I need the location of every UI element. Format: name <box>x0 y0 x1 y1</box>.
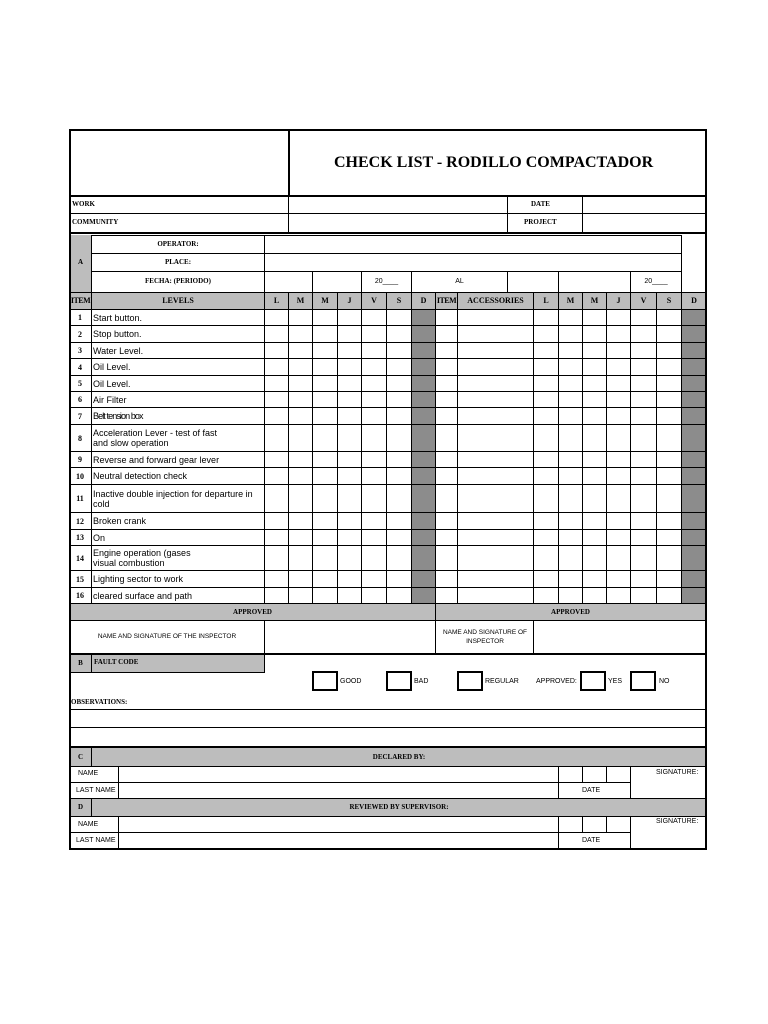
row-13-number: 13 <box>76 533 84 542</box>
row-6-number: 6 <box>78 395 82 404</box>
no-label: NO <box>659 678 670 685</box>
work-label: WORK <box>72 200 95 208</box>
operator-label: OPERATOR: <box>157 240 199 248</box>
reviewed-name-label: NAME <box>78 821 99 828</box>
row-14-label: Engine operation (gases visual combustion <box>93 548 191 568</box>
row-5-number: 5 <box>78 379 82 388</box>
row-8-label: Acceleration Lever - test of fast and slow operation <box>93 428 218 448</box>
section-d-letter: D <box>77 803 84 811</box>
accessories-day-5: V <box>640 296 647 305</box>
section-c-letter: C <box>77 753 84 761</box>
good-label: GOOD <box>340 678 362 685</box>
row-16-number: 16 <box>76 591 84 600</box>
accessories-day-1: L <box>543 296 549 305</box>
levels-day-6: S <box>396 296 402 305</box>
approved-right: APPROVED <box>551 607 590 616</box>
row-1-number: 1 <box>78 313 82 322</box>
row-4-label: Oil Level. <box>93 362 131 372</box>
levels-sunday-column <box>411 309 435 603</box>
reviewed-by-title: REVIEWED BY SUPERVISOR: <box>349 803 449 811</box>
declared-signature-label: SIGNATURE: <box>656 769 699 776</box>
declared-last-name-label: LAST NAME <box>76 787 116 794</box>
yes-checkbox[interactable] <box>580 671 606 691</box>
declared-by-title: DECLARED BY: <box>372 753 426 761</box>
bad-label: BAD <box>414 678 429 685</box>
item-header-right: ITEM <box>436 296 457 305</box>
declared-name-label: NAME <box>78 770 99 777</box>
regular-label: REGULAR <box>485 678 519 685</box>
place-label: PLACE: <box>164 258 192 266</box>
row-15-label: Lighting sector to work <box>93 574 184 584</box>
page-title: CHECK LIST - RODILLO COMPACTADOR <box>334 154 654 171</box>
reviewed-signature-label: SIGNATURE: <box>656 818 699 825</box>
row-7-number: 7 <box>78 411 82 421</box>
no-checkbox[interactable] <box>630 671 656 691</box>
row-9-label: Reverse and forward gear lever <box>93 454 220 465</box>
accessories-day-4: J <box>616 296 621 305</box>
row-4-number: 4 <box>78 362 82 372</box>
row-1-label: Start button. <box>93 312 143 323</box>
levels-day-1: L <box>273 296 280 305</box>
good-checkbox[interactable] <box>312 671 338 691</box>
declared-date-label: DATE <box>582 787 601 794</box>
section-b-letter: B <box>78 659 83 667</box>
row-14-number: 14 <box>76 553 84 563</box>
accessories-header: ACCESSORIES <box>467 296 524 305</box>
row-12-label: Broken crank <box>93 516 147 526</box>
levels-day-7: D <box>420 296 427 305</box>
section-a-letter: A <box>77 257 84 266</box>
levels-header: LEVELS <box>162 296 194 305</box>
inspector-signature-left: NAME AND SIGNATURE OF THE INSPECTOR <box>97 632 237 640</box>
row-15-number: 15 <box>76 574 84 584</box>
item-header: ITEM <box>70 296 91 305</box>
row-8-number: 8 <box>78 433 82 443</box>
project-label: PROJECT <box>524 218 557 226</box>
row-3-number: 3 <box>78 346 82 355</box>
row-10-number: 10 <box>76 471 84 481</box>
approved-left: APPROVED <box>233 607 272 616</box>
accessories-sunday-column <box>681 309 706 603</box>
levels-day-2: M <box>296 296 305 305</box>
period-year-start: 20____ <box>374 278 399 285</box>
row-11-number: 11 <box>76 494 84 503</box>
date-label: DATE <box>531 200 550 208</box>
row-3-label: Water Level. <box>93 345 144 356</box>
levels-day-3: M <box>321 296 329 305</box>
approved-question-label: APPROVED: <box>536 678 577 685</box>
community-label: COMMUNITY <box>72 218 119 226</box>
row-7-label: Belt tension box <box>93 411 143 421</box>
bad-checkbox[interactable] <box>386 671 412 691</box>
reviewed-date-label: DATE <box>582 837 601 844</box>
inspector-signature-right: NAME AND SIGNATURE OF INSPECTOR <box>442 629 528 645</box>
levels-day-4: J <box>347 296 352 305</box>
row-16-label: cleared surface and path <box>93 590 193 601</box>
accessories-day-6: S <box>666 296 672 305</box>
row-2-number: 2 <box>78 329 82 339</box>
row-11-label: Inactive double injection for departure in cold <box>93 488 253 509</box>
row-6-label: Air Filter <box>93 394 127 405</box>
observations-label: OBSERVATIONS: <box>71 698 128 706</box>
reviewed-last-name-label: LAST NAME <box>76 837 116 844</box>
fecha-label: FECHA: (PERIODO) <box>145 277 211 285</box>
regular-checkbox[interactable] <box>457 671 483 691</box>
row-9-number: 9 <box>78 455 82 464</box>
period-al: AL <box>455 278 464 285</box>
fault-code-label: FAULT CODE <box>94 658 139 666</box>
accessories-day-2: M <box>566 296 575 305</box>
levels-day-5: V <box>371 296 377 305</box>
accessories-day-3: M <box>590 296 599 305</box>
accessories-day-7: D <box>691 296 697 305</box>
row-5-label: Oil Level. <box>93 378 131 389</box>
row-13-label: On <box>93 532 106 543</box>
yes-label: YES <box>608 678 623 685</box>
row-12-number: 12 <box>76 516 84 526</box>
row-2-label: Stop button. <box>93 329 142 339</box>
period-year-end: 20____ <box>644 278 668 285</box>
row-10-label: Neutral detection check <box>93 471 188 481</box>
